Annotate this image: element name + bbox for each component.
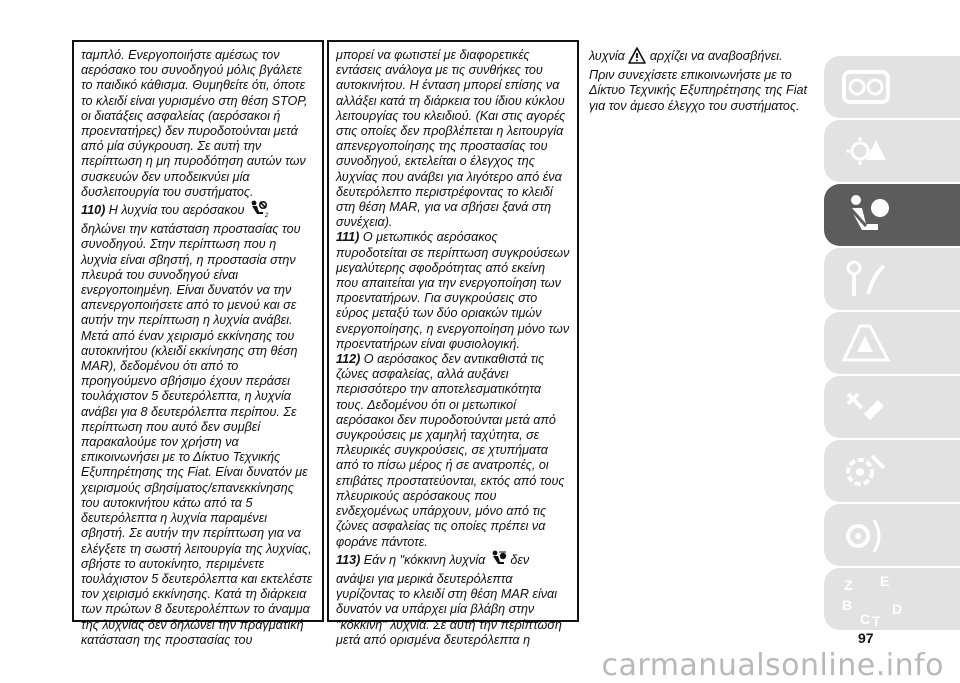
tab-safety[interactable] [824,184,960,246]
warning-triangle-icon [628,47,646,68]
paragraph-continued: μπορεί να φωτιστεί με διαφορετικές εντάσεις ανάλογα με τις συνθήκες του αυτοκινήτου. Η ένταση μπορεί επίσης να αλλάξει κατά τη διάρκεια του ίδιου κύκλου λειτουργίας του κλειδιού. (Και στις αγορές στις οποίες δεν προβλέπεται η λειτουργία απενεργοποίησης της προστασίας του συνοδηγού, εκτελείται ο έλεγχος της λυχνίας που ανάβει για λιγότερο από ένα δευτερόλεπτο περιστρέφοντας το κλειδί στη θέση MAR, για να σβήσει ξανά στη συνέχεια). [336,48,566,230]
road-hazard-icon [838,318,894,368]
key-start-icon [838,254,894,304]
note-number-113: 113) [336,552,361,567]
chapter-tabs [824,56,960,636]
svg-text:2: 2 [264,213,269,219]
seatbelt-airbag-icon [838,190,894,240]
tech-specs-icon [838,510,894,560]
note-number-110: 110) [81,203,106,218]
breakdown-tools-icon [838,382,894,432]
airbag-warning-icon [489,550,507,572]
tab-maintenance[interactable] [824,440,960,502]
index-letter-c: C [860,611,871,627]
text-column-1 [72,40,324,647]
index-letter-e: E [880,574,890,589]
text-column-2 [327,40,579,647]
index-letter-d: D [892,601,903,617]
page-number: 97 [858,630,874,646]
index-letters-icon [838,574,918,632]
paragraph-111-body: Ο μετωπικός αερόσακος πυροδοτείται σε περίπτωση συγκρούσεων μεγαλύτερης σφοδρότητας από εκείνη που απαιτείται για την ενεργοποίηση των προεντατήρων. Για συγκρούσεις στο εύρος μεταξύ των δύο οριακών τιμών ενεργοποίησης, η ενεργοποίηση μόνο των προεντατήρων είναι φυσιολογική. [336,230,570,351]
tab-warning-lights[interactable] [824,120,960,182]
index-letter-z: Z [844,577,853,593]
paragraph-warning-body: αρχίζει να αναβοσβήνει. Πριν συνεχίσετε επικοινωνήστε με το Δίκτυο Τεχνικής Εξυπηρέτησης της Fiat για τον άμεσο έλεγχο του συστήματος. [589,49,808,113]
text-column-3 [582,40,816,128]
tab-technical-data[interactable] [824,504,960,566]
tab-breakdown[interactable] [824,376,960,438]
tab-index[interactable] [824,568,960,630]
paragraph-110 [81,200,315,678]
paragraph-112 [336,352,570,550]
note-number-111: 111) [336,230,360,245]
tab-emergency[interactable] [824,312,960,374]
index-letter-b: B [842,597,853,613]
service-icon [838,446,894,496]
paragraph-111 [336,230,570,352]
paragraph-warning [589,47,809,114]
footer [0,647,960,683]
paragraph-113-body: δεν ανάψει για μερικά δευτερόλεπτα γυρίζοντας το κλειδί στη θέση MAR είναι δυνατόν να υπάρχει μία βλάβη στην "κόκκινη" λυχνία. Σε αυτή την περίπτωση μετά από ορισμένα δευτερόλεπτα η [336,552,562,647]
airbag-off-warning-icon [248,200,270,222]
paragraph-110-body: δηλώνει την κατάσταση προστασίας του συνοδηγού. Στην περίπτωση που η λυχνία είναι σβηστή, η προστασία στην πλευρά του συνοδηγού είναι ενεργοποιημένη. Είναι δυνατόν να την απενεργοποιήσετε από το μενού και σε αυτήν την περίπτωση η λυχνία ανάβει. Μετά από έναν χειρισμό εκκίνησης του αυτοκινήτου (κλειδί εκκίνησης στη θέση MAR), δεδομένου ότι από το προηγούμενο σβήσιμο έχουν περάσει τουλάχιστον 5 δευτερόλεπτα, η λυχνία ανάβει για 8 δευτερόλεπτα περίπου. Σε περίπτωση που αυτό δεν συμβεί παρακαλούμε τον χρήστη να επικοινωνήσει με το Δίκτυο Τεχνικής Εξυπηρέτησης της Fiat. Είναι δυνατόν με χειρισμούς σβησίματος/επανεκκίνησης του αυτοκινήτου κάτω από τα 5 δευτερόλεπτα η λυχνία παραμένει σβηστή. Σε αυτήν την περίπτωση για να ελέγξετε τη σωστή λειτουργία της λυχνίας, σβήστε το αυτοκίνητο, περιμένετε τουλάχιστον 5 δευτερόλεπτα και εκτελέστε τον χειρισμό εκκίνησης. Κατά τη διάρκεια των πρώτων 8 δευτερολέπτων το άναμμα της λυχνίας δεν δηλώνει την πραγματική κατάσταση της προστασίας του [81,222,313,647]
note-number-112: 112) [336,352,361,367]
paragraph-113-lead: Εάν η "κόκκινη λυχνία [363,552,486,567]
index-letter-t: T [872,613,881,629]
paragraph-112-body: Ο αερόσακος δεν αντικαθιστά τις ζώνες ασφαλείας, αλλά αυξάνει περισσότερο την αποτελεσματικότητα τους. Δεδομένου ότι οι μετωπικοί αερόσακοι δεν πυροδοτούνται μετά από συγκρούσεις με χαμηλή ταχύτητα, σε πλευρικές συγκρούσεις, σε χτυπήματα από το πίσω μέρος ή σε ανατροπές, οι επιβάτες προστατεύονται, εκτός από τους πλευρικούς αερόσακους που ενδεχομένως υπάρχουν, μόνο από τις ζώνες ασφαλείας τις οποίες πρέπει να φοράνε πάντοτε. [336,352,565,549]
paragraph-113 [336,550,570,648]
paragraph-110-lead: Η λυχνία του αερόσακου [108,203,245,218]
paragraph-intro: ταμπλό. Ενεργοποιήστε αμέσως τον αερόσακο του συνοδηγού μόλις βγάλετε το παιδικό κάθισμα. Θυμηθείτε ότι, όποτε το κλειδί είναι γυρισμένο στη θέση STOP, οι διατάξεις ασφαλείας (αερόσακοι ή προεντατήρες) δεν πυροδοτούνται μετά από μία σύγκρουση. Σε αυτή την περίπτωση η μη πυροδότηση αυτών των συσκευών δεν υποδεικνύει μία δυσλειτουργία του συστήματος. [81,48,308,199]
tab-starting-driving[interactable] [824,248,960,310]
paragraph-warning-lead: λυχνία [589,49,625,63]
watermark: carmanualsonline.info [601,648,944,683]
dashboard-icon [838,62,894,112]
warning-lights-icon [838,126,894,176]
tab-dashboard[interactable] [824,56,960,118]
